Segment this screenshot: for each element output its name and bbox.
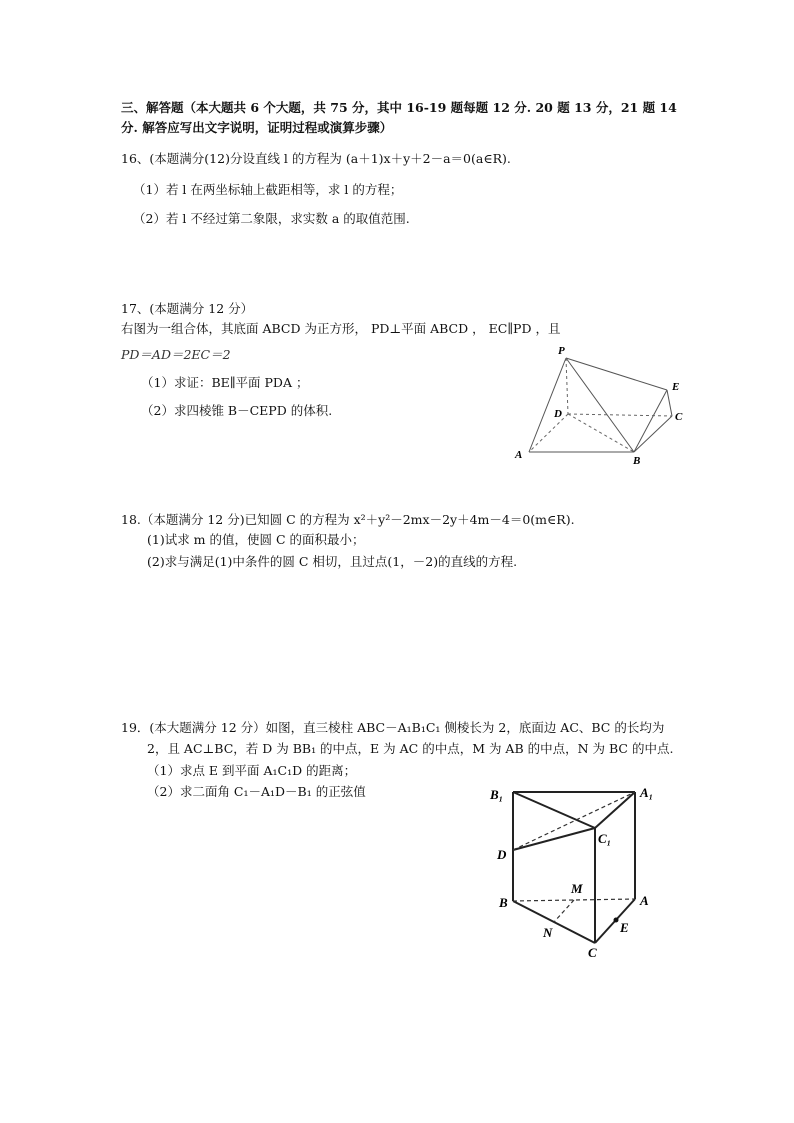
q17-label-e: E	[672, 381, 680, 393]
q19-point-e-dot	[614, 918, 619, 923]
section-header-line2: 分. 解答应写出文字说明，证明过程或演算步骤）	[121, 120, 393, 135]
q19-label-c: C	[588, 945, 597, 960]
q16-part1: （1）若 l 在两坐标轴上截距相等，求 l 的方程；	[133, 182, 403, 197]
q17-condition: PD＝AD＝2EC＝2	[121, 347, 231, 362]
q17-head: 17、(本题满分 12 分）	[121, 301, 254, 316]
q19-label-m: M	[571, 881, 583, 896]
q17-part1: （1）求证：BE∥平面 PDA ；	[141, 375, 309, 390]
q19-label-d: D	[497, 847, 507, 862]
q16-part2: （2）若 l 不经过第二象限，求实数 a 的取值范围.	[133, 211, 410, 226]
q17-stem: 右图为一组合体，其底面 ABCD 为正方形， PD⊥平面 ABCD ， EC∥PD ，且	[121, 321, 561, 336]
q18-part2: (2)求与满足(1)中条件的圆 C 相切，且过点(1，－2)的直线的方程.	[147, 554, 518, 569]
q19-label-c1: C₁	[598, 831, 612, 846]
q19-label-b: B	[499, 895, 508, 910]
q17-label-p: P	[558, 345, 565, 357]
q19-label-a: A	[640, 893, 649, 908]
q17-part2: （2）求四棱锥 B－CEPD 的体积.	[141, 403, 333, 418]
q19-label-b1: B₁	[490, 787, 504, 802]
q17-figure	[505, 340, 695, 465]
q19-stem-line1: 19．(本大题满分 12 分）如图，直三棱柱 ABC－A₁B₁C₁ 侧棱长为 2，底面边 AC、BC 的长均为	[121, 720, 665, 735]
q18-stem: 18.（本题满分 12 分)已知圆 C 的方程为 x²＋y²－2mx－2y＋4m－4＝0(m∈R).	[121, 512, 575, 527]
q19-stem-line2: 2，且 AC⊥BC，若 D 为 BB₁ 的中点，E 为 AC 的中点，M 为 AB 的中点，N 为 BC 的中点.	[147, 741, 674, 756]
q16-stem: 16、(本题满分(12)分设直线 l 的方程为 (a＋1)x＋y＋2－a＝0(a∈R).	[121, 151, 511, 166]
q19-label-a1: A₁	[640, 785, 654, 800]
q17-label-a: A	[515, 449, 523, 461]
q17-label-b: B	[633, 455, 641, 465]
q18-part1: (1)试求 m 的值，使圆 C 的面积最小；	[147, 532, 365, 547]
q17-label-d: D	[554, 408, 562, 420]
section-header-line1: 三、解答题（本大题共 6 个大题，共 75 分，其中 16-19 题每题 12 分. 20 题 13 分，21 题 14	[121, 100, 677, 115]
q17-label-c: C	[675, 411, 683, 423]
q19-figure	[485, 775, 675, 965]
q19-part1: （1）求点 E 到平面 A₁C₁D 的距离；	[147, 763, 357, 778]
q19-label-n: N	[543, 925, 553, 940]
q19-label-e: E	[620, 920, 629, 935]
q19-part2: （2）求二面角 C₁－A₁D－B₁ 的正弦值	[147, 784, 366, 799]
